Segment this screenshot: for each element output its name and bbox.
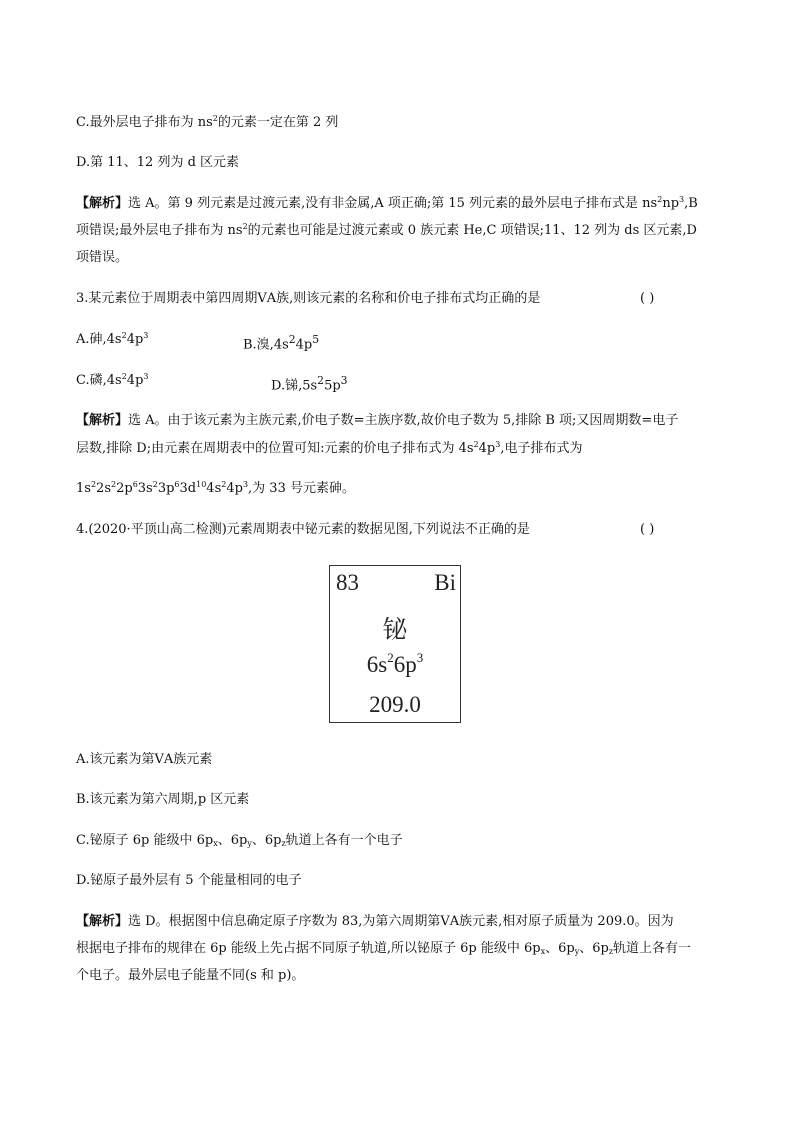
q4-analysis-line3: 个电子。最外层电子能量不同(s 和 p)。 <box>76 968 305 983</box>
q2-analysis-line3: 项错误。 <box>76 250 129 265</box>
element-symbol: Bi <box>434 570 456 595</box>
q2-analysis-line1: 【解析】选 A。第 9 列元素是过渡元素,没有非金属,A 项正确;第 15 列元素的最外层电子排布式是 $ns^2np^3,B$ <box>76 195 698 211</box>
atomic-number: 83 <box>336 570 359 595</box>
valence-config: $6s^26p^3$ <box>366 650 424 677</box>
element-name: 铋 <box>382 615 408 644</box>
q3-stem: 3.某元素位于周期表中第四周期ⅤA族,则该元素的名称和价电子排布式均正确的是 <box>76 291 541 306</box>
q2-option-c: C.最外层电子排布为 $ns^2$的元素一定在第 2 列 <box>76 114 339 130</box>
analysis-tag: 【解析】 <box>76 196 129 211</box>
q4-stem: 4.(2020·平顶山高二检测)元素周期表中铋元素的数据见图,下列说法不正确的是 <box>76 522 530 537</box>
q4-option-b: B.该元素为第六周期,p 区元素 <box>76 792 250 807</box>
q4-analysis-line1: 【解析】选 D。根据图中信息确定原子序数为 83,为第六周期第ⅤA族元素,相对原子质量为 209.0。因为 <box>76 914 674 929</box>
analysis-tag: 【解析】 <box>76 413 129 428</box>
q4-option-c: C.铋原子 6p 能级中 $6p_x$、$6p_y$、$6p_z$轨道上各有一个电子 <box>76 833 403 848</box>
q3-option-b: B.溴$,4s^24p^5$ <box>243 333 320 353</box>
q4-analysis-line2: 根据电子排布的规律在 6p 能级上先占据不同原子轨道,所以铋原子 6p 能级中 $6p_x$、$6p_y$、$6p_z$轨道上各有一 <box>76 941 692 956</box>
q4-answer-paren: ( ) <box>640 522 655 537</box>
q3-option-a: A.砷$,4s^24p^3$ <box>76 331 149 347</box>
q2-option-d: D.第 11、12 列为 d 区元素 <box>76 155 240 170</box>
q3-option-d: D.锑$,5s^25p^3$ <box>271 374 348 394</box>
q4-option-a: A.该元素为第ⅤA族元素 <box>76 752 213 767</box>
bismuth-element-card <box>329 565 461 723</box>
q2-analysis-line2: 项错误;最外层电子排布为 $ns^2$的元素也可能是过渡元素或 0 族元素 He,C 项错误;11、12 列为 ds 区元素,D <box>76 222 697 238</box>
q4-option-d: D.铋原子最外层有 5 个能量相同的电子 <box>76 873 302 888</box>
analysis-tag: 【解析】 <box>76 914 129 929</box>
q3-answer-paren: ( ) <box>640 291 655 306</box>
atomic-mass: 209.0 <box>369 692 421 717</box>
q3-analysis-line3: $1s^22s^22p^63s^23p^63d^{10}4s^24p^3$,为 33 号元素砷。 <box>76 480 355 496</box>
q3-analysis-line1: 【解析】选 A。由于该元素为主族元素,价电子数=主族序数,故价电子数为 5,排除 B 项;又因周期数=电子 <box>76 413 679 428</box>
q3-option-c: C.磷$,4s^24p^3$ <box>76 372 149 388</box>
q3-analysis-line2: 层数,排除 D;由元素在周期表中的位置可知:元素的价电子排布式为 $4s^24p^3$,电子排布式为 <box>76 440 583 456</box>
